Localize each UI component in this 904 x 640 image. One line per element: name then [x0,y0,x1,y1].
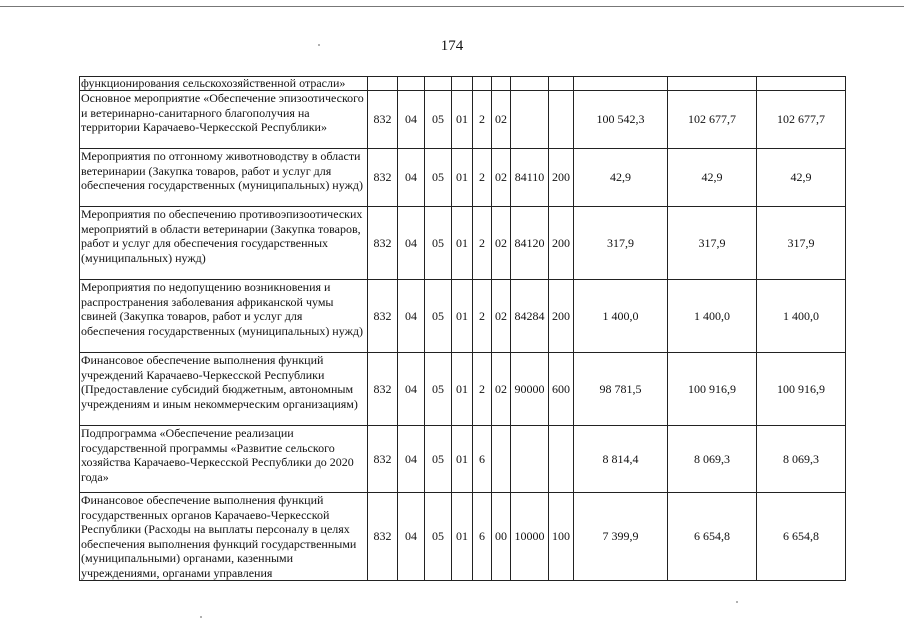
ministry-code-cell: 832 [368,91,398,149]
measure-code-cell: 02 [492,91,511,149]
section-code-cell: 04 [398,280,425,353]
budget-table [79,76,846,581]
program-code-cell: 01 [452,91,473,149]
subsection-code-cell: 05 [425,280,452,353]
expense-name-cell: Мероприятия по обеспечению противоэпизоотических мероприятий в области ветеринарии (Закупка товаров, работ и услуг для обеспечения государственных (муниципальных) нужд) [80,207,368,280]
page-number: 174 [440,38,464,54]
ministry-code-cell [368,77,398,91]
amount-2018-cell: 7 399,9 [574,493,668,581]
measure-code-cell: 00 [492,493,511,581]
program-code-cell: 01 [452,493,473,581]
amount-2018-cell: 317,9 [574,207,668,280]
scan-speck [736,601,738,603]
amount-2019-cell: 100 916,9 [668,353,757,426]
direction-code-cell [511,426,549,493]
subsection-code-cell [425,77,452,91]
amount-2020-cell: 1 400,0 [757,280,846,353]
expense-name-cell: Основное мероприятие «Обеспечение эпизоотического и ветеринарно-санитарного благополучия на территории Карачаево-Черкесской Республики» [80,91,368,149]
expense-type-code-cell: 600 [549,353,574,426]
subsection-code-cell: 05 [425,426,452,493]
subsection-code-cell: 05 [425,149,452,207]
expense-name-cell: Мероприятия по отгонному животноводству в области ветеринарии (Закупка товаров, работ и услуг для обеспечения государственных (муниципальных) нужд) [80,149,368,207]
amount-2019-cell: 1 400,0 [668,280,757,353]
program-code-cell: 01 [452,353,473,426]
amount-2020-cell: 42,9 [757,149,846,207]
ministry-code-cell: 832 [368,207,398,280]
expense-name-cell: функционирования сельскохозяйственной отрасли» [80,77,368,91]
expense-type-code-cell: 200 [549,280,574,353]
expense-type-code-cell [549,426,574,493]
ministry-code-cell: 832 [368,426,398,493]
subprogram-code-cell: 6 [473,426,492,493]
direction-code-cell: 84120 [511,207,549,280]
section-code-cell: 04 [398,426,425,493]
table-row [80,207,846,280]
program-code-cell: 01 [452,149,473,207]
table-row [80,91,846,149]
section-code-cell: 04 [398,149,425,207]
section-code-cell: 04 [398,353,425,426]
expense-name-cell: Финансовое обеспечение выполнения функций учреждений Карачаево-Черкесской Республики (Предоставление субсидий бюджетным, автономным учреждениям и иным некоммерческим организациям) [80,353,368,426]
section-code-cell: 04 [398,91,425,149]
ministry-code-cell: 832 [368,280,398,353]
expense-name-cell: Подпрограмма «Обеспечение реализации государственной программы «Развитие сельского хозяйства Карачаево-Черкесской Республики до 2020 года» [80,426,368,493]
program-code-cell [452,77,473,91]
measure-code-cell [492,426,511,493]
direction-code-cell [511,77,549,91]
direction-code-cell: 10000 [511,493,549,581]
amount-2020-cell: 6 654,8 [757,493,846,581]
table-row [80,426,846,493]
section-code-cell: 04 [398,207,425,280]
direction-code-cell [511,91,549,149]
subprogram-code-cell: 6 [473,493,492,581]
measure-code-cell: 02 [492,207,511,280]
amount-2018-cell: 42,9 [574,149,668,207]
table-row [80,149,846,207]
scan-speck [318,44,320,46]
table-row [80,280,846,353]
ministry-code-cell: 832 [368,493,398,581]
direction-code-cell: 90000 [511,353,549,426]
subprogram-code-cell: 2 [473,149,492,207]
measure-code-cell: 02 [492,149,511,207]
subsection-code-cell: 05 [425,207,452,280]
expense-type-code-cell: 100 [549,493,574,581]
amount-2018-cell: 100 542,3 [574,91,668,149]
table-row [80,77,846,91]
expense-name-cell: Мероприятия по недопущению возникновения и распространения заболевания африканской чумы свиней (Закупка товаров, работ и услуг для обеспечения государственных (муниципальных) нужд) [80,280,368,353]
expense-type-code-cell: 200 [549,207,574,280]
amount-2019-cell [668,77,757,91]
amount-2020-cell: 8 069,3 [757,426,846,493]
subprogram-code-cell [473,77,492,91]
top-rule [0,6,904,7]
scan-speck [200,616,202,618]
amount-2018-cell: 98 781,5 [574,353,668,426]
subprogram-code-cell: 2 [473,207,492,280]
amount-2020-cell: 317,9 [757,207,846,280]
table-row [80,353,846,426]
amount-2019-cell: 317,9 [668,207,757,280]
amount-2018-cell: 8 814,4 [574,426,668,493]
expense-type-code-cell [549,91,574,149]
amount-2019-cell: 8 069,3 [668,426,757,493]
amount-2019-cell: 42,9 [668,149,757,207]
subsection-code-cell: 05 [425,353,452,426]
amount-2020-cell: 100 916,9 [757,353,846,426]
amount-2019-cell: 102 677,7 [668,91,757,149]
subprogram-code-cell: 2 [473,280,492,353]
subsection-code-cell: 05 [425,493,452,581]
section-code-cell: 04 [398,493,425,581]
subprogram-code-cell: 2 [473,91,492,149]
measure-code-cell: 02 [492,280,511,353]
amount-2018-cell [574,77,668,91]
expense-type-code-cell: 200 [549,149,574,207]
program-code-cell: 01 [452,280,473,353]
direction-code-cell: 84284 [511,280,549,353]
amount-2018-cell: 1 400,0 [574,280,668,353]
expense-type-code-cell [549,77,574,91]
amount-2020-cell [757,77,846,91]
section-code-cell [398,77,425,91]
measure-code-cell: 02 [492,353,511,426]
expense-name-cell: Финансовое обеспечение выполнения функций государственных органов Карачаево-Черкесской Республики (Расходы на выплаты персоналу в целях обеспечения выполнения функций государственными (муниципальными) органами, казенными учреждениями, органами управления [80,493,368,581]
direction-code-cell: 84110 [511,149,549,207]
amount-2020-cell: 102 677,7 [757,91,846,149]
table-row [80,493,846,581]
subsection-code-cell: 05 [425,91,452,149]
measure-code-cell [492,77,511,91]
amount-2019-cell: 6 654,8 [668,493,757,581]
program-code-cell: 01 [452,207,473,280]
subprogram-code-cell: 2 [473,353,492,426]
ministry-code-cell: 832 [368,353,398,426]
ministry-code-cell: 832 [368,149,398,207]
program-code-cell: 01 [452,426,473,493]
